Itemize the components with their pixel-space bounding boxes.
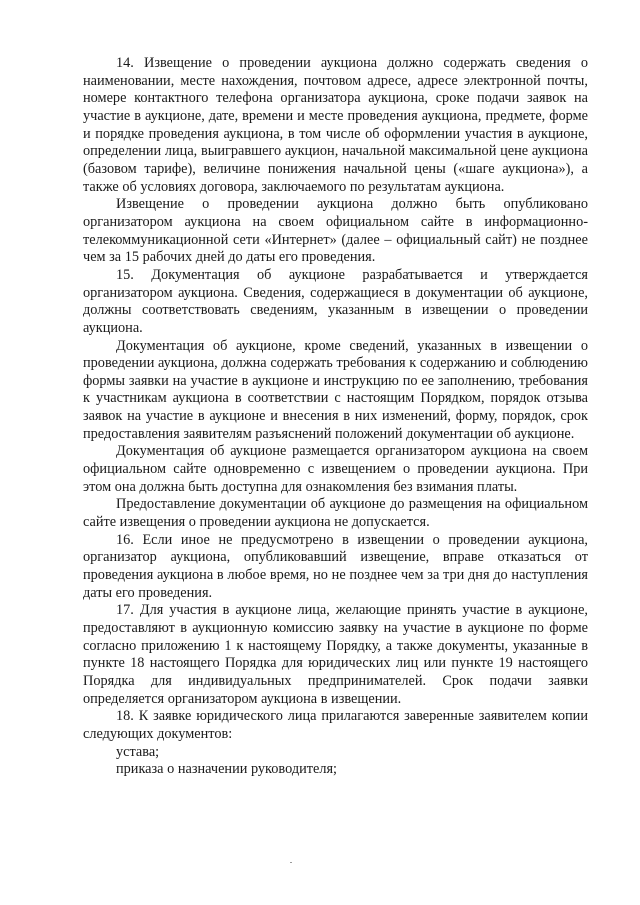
scan-artifact bbox=[290, 862, 292, 863]
document-body bbox=[83, 55, 588, 779]
paragraph-17: 17. Для участия в аукционе лица, желающие принять участие в аукционе, предоставляют в аукционную комиссию заявку на участие в аукционе по форме согласно приложению 1 к настоящему Порядку, а также документы, указанные в пункте 18 настоящего Порядка для юридических лиц или пункте 19 настоящего Порядка для индивидуальных предпринимателей. Срок подачи заявки определяется организатором аукциона в извещении. bbox=[83, 602, 588, 707]
paragraph-15-contents: Документация об аукционе, кроме сведений, указанных в извещении о проведении аукциона, должна содержать требования к содержанию и соблюдению формы заявки на участие в аукционе и инструкцию по ее заполнению, требования к участникам аукциона в соответствии с настоящим Порядком, порядок отзыва заявок на участие в аукционе и внесения в них изменений, форму, порядок, срок предоставления заявителям разъяснений положений документации об аукционе. bbox=[83, 337, 588, 442]
paragraph-14: 14. Извещение о проведении аукциона должно содержать сведения о наименовании, месте нахождения, почтовом адресе, адресе электронной почты, номере контактного телефона организатора аукциона, сроке подачи заявок на участие в аукционе, дате, времени и месте проведения аукциона, предмете, форме и порядке проведения аукциона, в том числе об оформлении участия в аукционе, определении лица, выигравшего аукцион, начальной максимальной цене аукциона (базовом тарифе), величине понижения начальной цены («шаге аукциона»), а также об условиях договора, заключаемого по результатам аукциона. bbox=[83, 55, 588, 195]
list-item-appointment-order: приказа о назначении руководителя; bbox=[116, 761, 338, 778]
paragraph-16: 16. Если иное не предусмотрено в извещении о проведении аукциона, организатор аукциона, опубликовавший извещение, вправе отказаться от проведения аукциона в любое время, но не позднее чем за три дня до наступления даты его проведения. bbox=[83, 531, 588, 601]
list-item-charter: устава; bbox=[116, 743, 160, 760]
paragraph-18: 18. К заявке юридического лица прилагаются заверенные заявителем копии следующих документов: bbox=[83, 708, 588, 742]
paragraph-15-restriction: Предоставление документации об аукционе до размещения на официальном сайте извещения о проведении аукциона не допускается. bbox=[83, 496, 588, 531]
paragraph-14-publication: Извещение о проведении аукциона должно быть опубликовано организатором аукциона на своем официальном сайте в информационно-телекоммуникационной сети «Интернет» (далее – официальный сайт) не позднее чем за 15 рабочих дней до даты его проведения. bbox=[83, 196, 588, 266]
paragraph-15: 15. Документация об аукционе разрабатывается и утверждается организатором аукциона. Сведения, содержащиеся в документации об аукционе, должны соответствовать сведениям, указанным в извещении о проведении аукциона. bbox=[83, 266, 588, 336]
paragraph-15-publication: Документация об аукционе размещается организатором аукциона на своем официальном сайте одновременно с извещением о проведении аукциона. При этом она должна быть доступна для ознакомления без взимания платы. bbox=[83, 443, 588, 495]
